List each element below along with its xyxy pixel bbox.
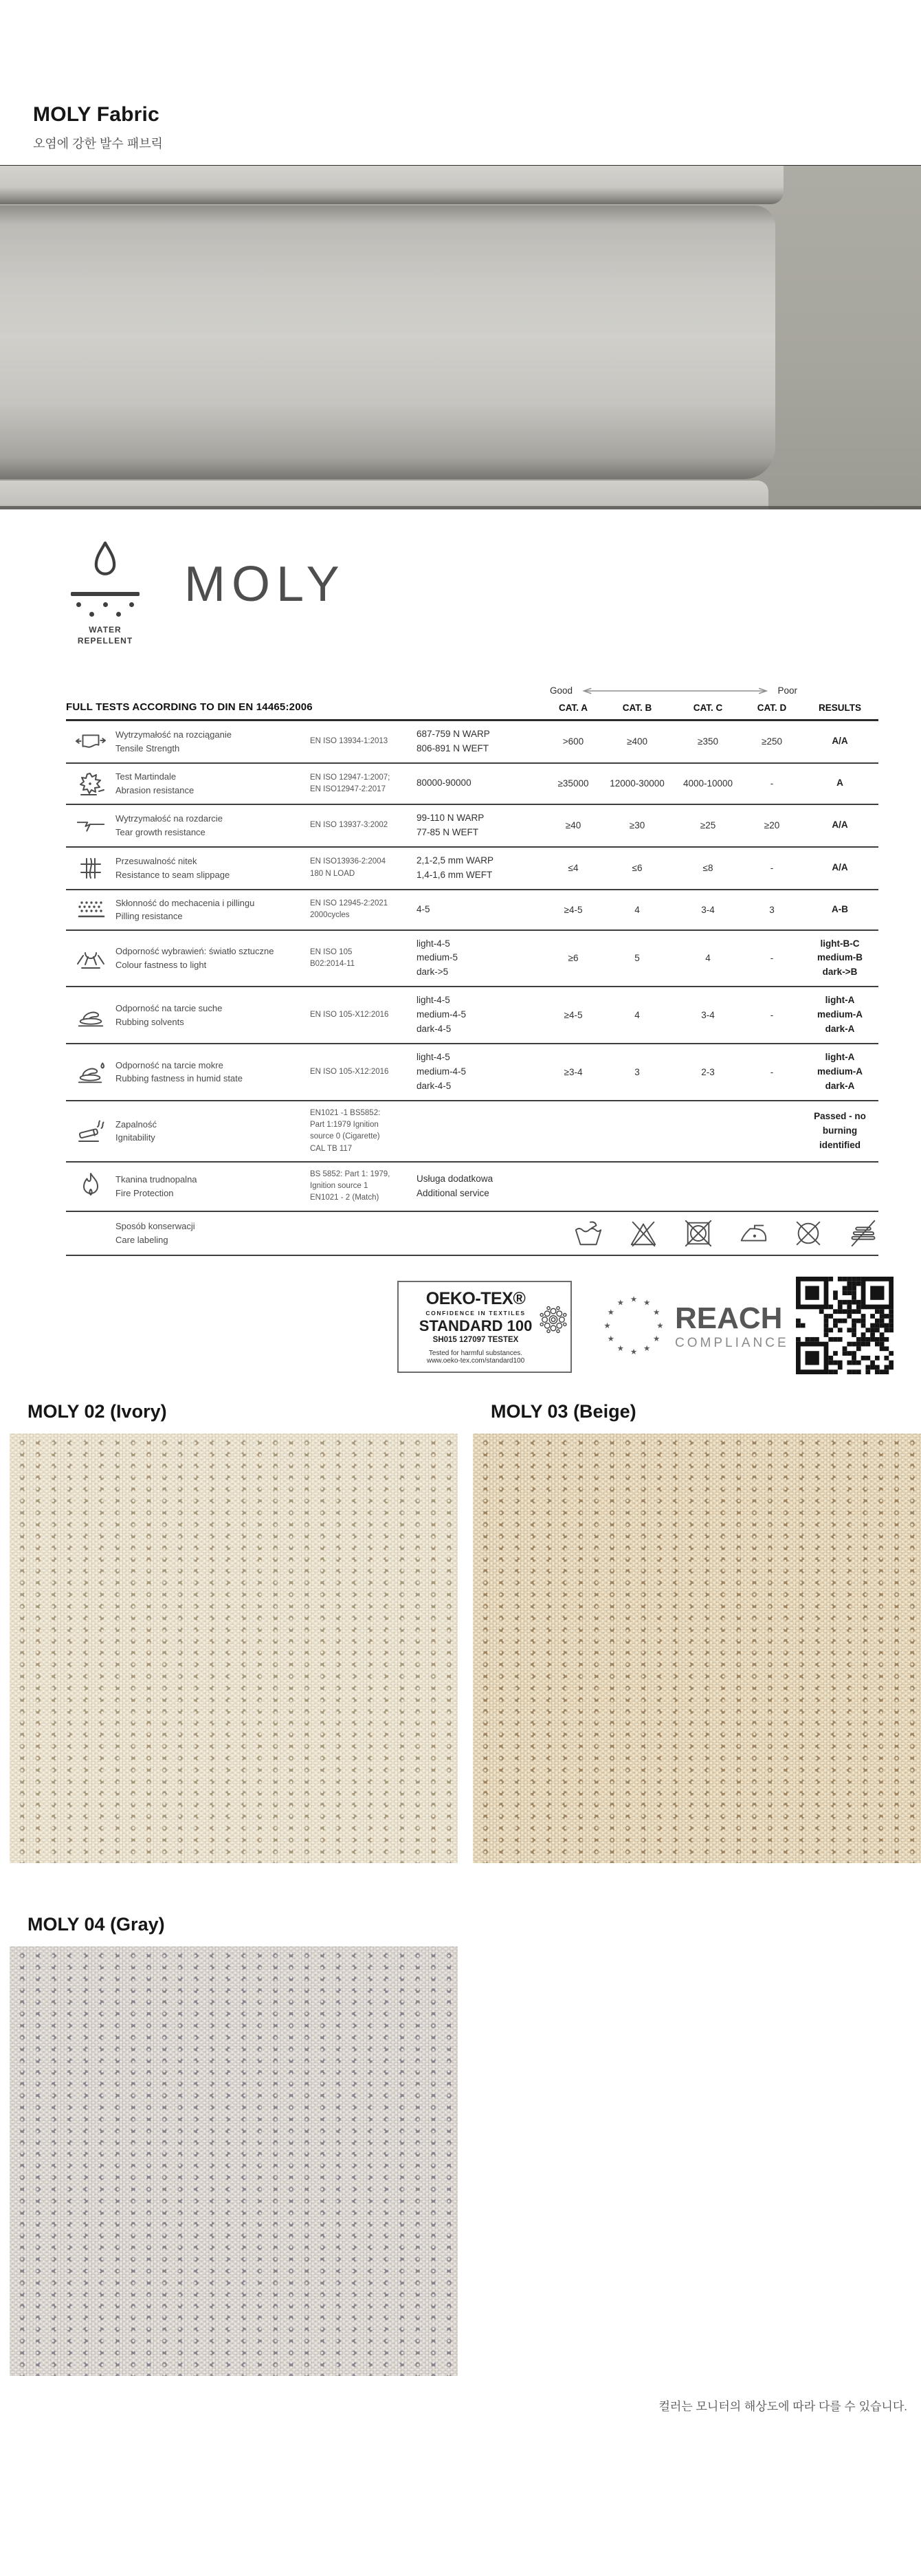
category-value: 4 [634,1010,640,1021]
page-subtitle: 오염에 강한 발수 패브릭 [33,137,163,151]
test-row [66,805,878,848]
test-icon-cell [66,1171,115,1202]
swatch-moly-04 [10,1914,458,2376]
category-value: 3 [634,1066,640,1077]
brand-name: MOLY [184,557,346,612]
test-name: Odporność na tarcie mokre Rubbing fastness in humid state [115,1059,243,1084]
category-value: ≤4 [568,863,579,874]
do-not-mangle-icon [848,1218,878,1248]
test-icon-cell [66,945,115,971]
repellent-surface-bar [71,592,140,596]
svg-text:★: ★ [643,1344,651,1353]
fire-protection-icon [77,1171,104,1202]
swatch-image-gray [10,1946,458,2376]
swatch-moly-03 [473,1401,921,1863]
tensile-strength-icon [75,729,107,754]
reach-stars-icon [601,1292,667,1362]
brand-section [65,540,921,669]
test-row [66,848,878,890]
test-spec: 99-110 N WARP 77-85 N WEFT [417,812,485,837]
rubbing-wet-icon [75,1059,107,1085]
column-header: CAT. A [559,703,588,713]
test-spec: light-4-5 medium-4-5 dark-4-5 [417,995,467,1035]
test-standard: EN1021 -1 BS5852: Part 1:1979 Ignition source 0 (Cigarette) CAL TB 117 [310,1108,381,1153]
oeko-tex-brand: OEKO-TEX® [425,1289,526,1309]
test-standard: EN ISO 13934-1:2013 [310,737,388,746]
page-header [0,0,921,152]
column-header: CAT. C [693,703,723,713]
water-droplet-icon [87,540,124,586]
category-value: >600 [562,736,584,747]
fabric-roll-main [0,206,775,479]
column-header: CAT. B [622,703,652,713]
rubbing-dry-icon [75,1002,107,1028]
test-icon-cell [66,1118,115,1144]
svg-text:★: ★ [653,1334,661,1343]
test-result: A-B [832,903,848,914]
test-result: light-A medium-A dark-A [817,995,863,1035]
oeko-tex-tested-note: Tested for harmful substances. [428,1350,523,1358]
do-not-tumble-dry-icon [683,1218,713,1248]
category-value: ≥3-4 [564,1066,583,1077]
category-value: - [770,1066,774,1077]
ignitability-icon [75,1118,107,1144]
test-row [66,931,878,988]
oeko-tex-standard: STANDARD 100 [419,1317,533,1335]
test-result: A/A [832,819,848,830]
test-name: Zapalność Ignitability [115,1119,157,1143]
test-icon-cell [66,770,115,797]
svg-text:★: ★ [643,1299,651,1308]
test-standard: EN ISO13936-2:2004 180 N LOAD [310,857,386,878]
care-name: Sposób konserwacji Care labeling [115,1221,195,1245]
qr-code [796,1277,894,1378]
test-spec: light-4-5 medium-4-5 dark-4-5 [417,1052,467,1091]
column-header: RESULTS [818,703,861,713]
svg-text:★: ★ [630,1347,638,1356]
swatch-label: MOLY 04 (Gray) [27,1913,165,1935]
abrasion-martindale-icon [76,770,106,797]
color-disclaimer: 컬러는 모니터의 해상도에 따라 다를 수 있습니다. [658,2399,907,2413]
good-poor-arrow [578,687,772,694]
column-header: CAT. D [757,703,787,713]
test-row [66,764,878,805]
category-value: 4 [705,953,711,964]
svg-text:★: ★ [603,1321,611,1330]
test-result: A [836,778,843,789]
svg-text:★: ★ [617,1344,624,1353]
test-name: Skłonność do mechacenia i pillingu Pilling resistance [115,897,255,922]
test-icon-cell [66,729,115,754]
category-value: - [770,863,774,874]
category-value: 5 [634,953,640,964]
test-standard: EN ISO 12947-1:2007; EN ISO12947-2:2017 [310,773,390,793]
scale-good-label: Good [550,685,573,696]
fabric-hero-photo [0,166,921,509]
test-standard: EN ISO 13937-3:2002 [310,821,388,830]
test-icon-cell [66,1002,115,1028]
svg-text:★: ★ [607,1308,614,1317]
water-repellent-badge [65,540,146,646]
svg-text:★: ★ [656,1321,664,1330]
test-spec: light-4-5 medium-5 dark->5 [417,938,458,978]
test-spec: 80000-90000 [417,778,471,789]
category-value: ≥6 [568,953,579,964]
test-name: Wytrzymałość na rozciąganie Tensile Strength [115,729,232,753]
category-value: 4000-10000 [683,778,733,789]
test-standard: EN ISO 105-X12:2016 [310,1011,389,1020]
repelled-drops-dots [76,602,134,617]
test-name: Przesuwalność nitek Resistance to seam slippage [115,856,230,880]
table-body [66,721,878,1256]
category-value: ≥400 [627,736,647,747]
test-spec: 687-759 N WARP 806-891 N WEFT [417,729,490,753]
test-row [66,1044,878,1101]
category-value: ≤6 [632,863,643,874]
swatch-moly-02 [10,1401,458,1863]
test-row [66,987,878,1044]
svg-text:★: ★ [607,1334,614,1343]
test-row [66,1101,878,1163]
test-standard: EN ISO 105 B02:2014-11 [310,947,355,968]
svg-text:★: ★ [617,1299,624,1308]
reach-compliance-badge [601,1292,789,1362]
test-result: A/A [832,862,848,873]
test-row [66,890,878,931]
svg-text:★: ★ [653,1308,661,1317]
swatch-gallery [0,1401,921,2376]
test-result: light-A medium-A dark-A [817,1052,863,1091]
category-value: 4 [634,904,640,915]
category-value: 2-3 [701,1066,715,1077]
care-symbols [417,1218,878,1248]
oeko-tex-badge [397,1281,572,1373]
swatch-image-ivory [10,1433,458,1863]
seam-slippage-icon [77,855,104,882]
category-value: - [770,778,774,789]
oeko-tex-flower-icon [539,1306,568,1338]
certifications [0,1277,921,1378]
test-name: Tkanina trudnopalna Fire Protection [115,1174,197,1198]
test-name: Odporność na tarcie suche Rubbing solvents [115,1003,223,1027]
test-icon-cell [66,814,115,837]
test-standard: EN ISO 105-X12:2016 [310,1067,389,1076]
category-value: ≥350 [698,736,718,747]
do-not-dry-clean-icon [793,1218,823,1248]
category-value: 3 [769,904,775,915]
test-name: Wytrzymałość na rozdarcie Tear growth resistance [115,813,223,837]
test-icon-cell [66,855,115,882]
category-value: ≥25 [700,820,716,831]
swatch-image-beige [473,1433,921,1863]
good-poor-scale [66,685,878,696]
swatch-label: MOLY 02 (Ivory) [27,1400,167,1422]
page-title: MOLY Fabric [33,103,159,126]
test-spec: Usługa dodatkowa Additional service [417,1173,493,1198]
care-labeling-row [66,1212,878,1256]
category-value: ≥30 [629,820,645,831]
fabric-fold-top [0,166,784,204]
photo-bottom-shadow [0,506,921,509]
table-title: FULL TESTS ACCORDING TO DIN EN 14465:2006 [66,701,313,713]
category-value: ≥20 [764,820,780,831]
test-row [66,721,878,764]
table-header-row [66,701,878,721]
test-result: A/A [832,736,848,747]
test-icon-cell [66,1059,115,1085]
test-standard: EN ISO 12945-2:2021 2000cycles [310,899,388,920]
scale-poor-label: Poor [777,685,797,696]
test-result: Passed - no burning identified [814,1110,866,1150]
water-repellent-label: WATER REPELLENT [77,625,133,646]
category-value: 3-4 [701,904,715,915]
category-value: ≥4-5 [564,904,583,915]
category-value: ≥250 [762,736,782,747]
oeko-tex-url: www.oeko-tex.com/standard100 [426,1357,525,1365]
fabric-fold-bottom [0,481,768,509]
category-value: - [770,953,774,964]
test-name: Test Martindale Abrasion resistance [115,771,195,795]
reach-compliance-label: COMPLIANCE [675,1335,789,1350]
category-value: ≥40 [565,820,581,831]
iron-low-temperature-icon [738,1218,768,1248]
svg-text:★: ★ [630,1295,638,1304]
test-spec: 2,1-2,5 mm WARP 1,4-1,6 mm WEFT [417,855,494,880]
reach-label: REACH [675,1301,783,1335]
hand-wash-icon [573,1218,603,1248]
test-spec: 4-5 [417,903,430,914]
test-name: Odporność wybrawień: światło sztuczne Colour fastness to light [115,946,274,970]
test-standard: BS 5852: Part 1: 1979, Ignition source 1 EN1021 - 2 (Match) [310,1169,390,1202]
category-value: - [770,1010,774,1021]
category-value: ≤8 [702,863,713,874]
category-value: ≥4-5 [564,1010,583,1021]
category-value: 12000-30000 [610,778,665,789]
category-value: 3-4 [701,1010,715,1021]
do-not-bleach-icon [628,1218,658,1248]
pilling-icon [75,898,107,921]
oeko-tex-confidence: CONFIDENCE IN TEXTILES [425,1310,526,1317]
tear-growth-icon [75,814,107,837]
light-fastness-icon [75,945,107,971]
category-value: ≥35000 [557,778,589,789]
test-row [66,1163,878,1212]
oeko-tex-cert-number: SH015 127097 TESTEX [432,1336,519,1345]
test-results-table [66,685,878,1256]
test-icon-cell [66,898,115,921]
test-result: light-B-C medium-B dark->B [817,938,863,978]
swatch-label: MOLY 03 (Beige) [491,1400,636,1422]
